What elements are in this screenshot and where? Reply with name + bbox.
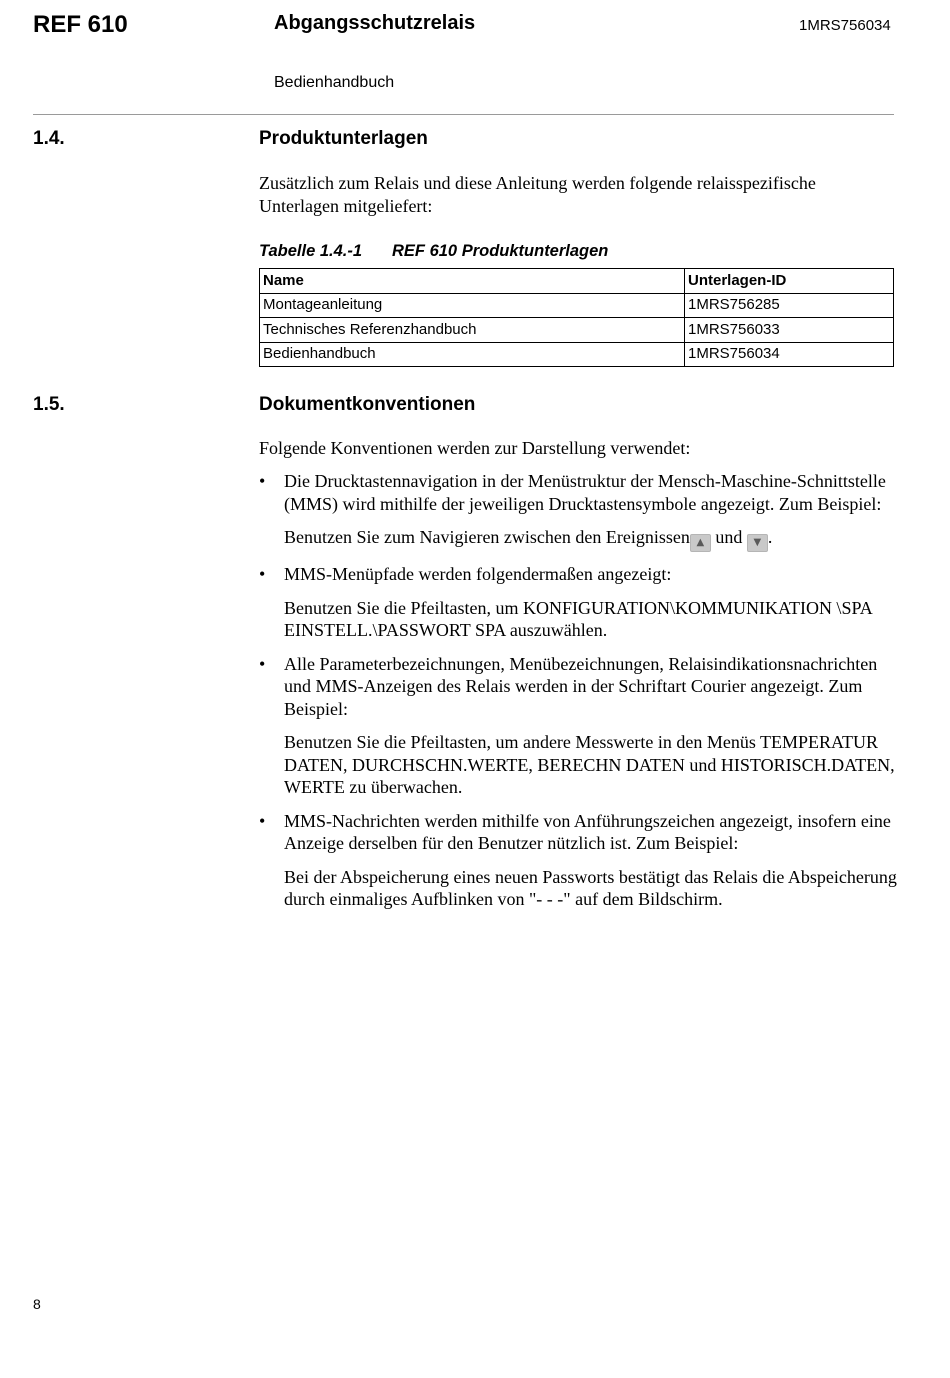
example-text: und <box>710 527 747 547</box>
conventions-list <box>259 470 899 911</box>
section-intro: Zusätzlich zum Relais und diese Anleitung werden folgende relaisspezifische Unterlagen mitgeliefert: <box>259 173 816 216</box>
product-name: REF 610 <box>33 11 128 38</box>
list-item-example: Benutzen Sie die Pfeiltasten, um KONFIGURATION\KOMMUNIKATION \SPA EINSTELL.\PASSWORT SPA auszuwählen. <box>284 597 872 640</box>
list-item <box>259 653 899 799</box>
example-text: . <box>767 527 773 547</box>
list-item <box>259 810 899 911</box>
list-item-text: MMS-Nachrichten werden mithilfe von Anführungszeichen angezeigt, insofern eine Anzeige derselben für den Benutzer nützlich ist. Zum Beispiel: <box>284 810 891 853</box>
list-item-example: Benutzen Sie die Pfeiltasten, um andere Messwerte in den Menüs TEMPERATUR DATEN, DURCHSCHN.WERTE, BERECHN DATEN und HISTORISCH.DATEN, WERTE zu überwachen. <box>284 732 895 797</box>
list-item-example <box>284 526 899 552</box>
list-item-text: Alle Parameterbezeichnungen, Menübezeichnungen, Relaisindikationsnachrichten und MMS-Anzeigen des Relais werden in der Schriftart Courier angezeigt. Zum Beispiel: <box>284 653 878 719</box>
document-id: 1MRS756034 <box>799 17 891 34</box>
table-cell: Montageanleitung <box>260 293 685 318</box>
header-divider <box>33 114 894 115</box>
table-row <box>260 318 894 343</box>
section-number: 1.5. <box>33 394 65 415</box>
list-item-text: MMS-Menüpfade werden folgendermaßen angezeigt: <box>284 564 672 584</box>
document-subtitle: Bedienhandbuch <box>274 74 395 91</box>
table-row <box>260 293 894 318</box>
documents-table <box>259 268 894 367</box>
list-item-text: Die Drucktastennavigation in der Menüstruktur der Mensch-Maschine-Schnittstelle (MMS) wird mithilfe der jeweiligen Drucktastensymbole angezeigt. Zum Beispiel: <box>284 471 886 514</box>
arrow-down-key-icon: ▼ <box>747 534 768 552</box>
table-cell: 1MRS756285 <box>685 293 894 318</box>
list-item <box>259 563 899 642</box>
table-row <box>260 342 894 367</box>
table-cell: Bedienhandbuch <box>260 342 685 367</box>
bullet-icon: • <box>259 653 266 674</box>
table-caption-number: Tabelle 1.4.-1 <box>259 242 363 260</box>
bullet-icon: • <box>259 564 266 584</box>
example-text: Benutzen Sie zum Navigieren zwischen den Ereignissen <box>284 527 690 547</box>
list-item <box>259 470 899 552</box>
page-number: 8 <box>33 1296 41 1312</box>
section-intro: Folgende Konventionen werden zur Darstellung verwendet: <box>259 438 691 458</box>
arrow-up-key-icon: ▲ <box>690 534 711 552</box>
list-item-example: Bei der Abspeicherung eines neuen Passworts bestätigt das Relais die Abspeicherung durch einmaliges Aufblinken von "- - -" auf dem Bildschirm. <box>284 866 897 909</box>
table-header-cell: Name <box>260 269 685 294</box>
table-header-row <box>260 269 894 294</box>
table-caption-title: REF 610 Produktunterlagen <box>392 242 609 260</box>
table-cell: 1MRS756033 <box>685 318 894 343</box>
table-cell: Technisches Referenzhandbuch <box>260 318 685 343</box>
section-title: Dokumentkonventionen <box>259 394 476 415</box>
bullet-icon: • <box>259 471 266 491</box>
document-title: Abgangsschutzrelais <box>274 12 476 34</box>
bullet-icon: • <box>259 810 266 831</box>
table-caption <box>259 242 608 261</box>
section-number: 1.4. <box>33 128 65 149</box>
table-cell: 1MRS756034 <box>685 342 894 367</box>
table-header-cell: Unterlagen-ID <box>685 269 894 294</box>
section-title: Produktunterlagen <box>259 128 428 149</box>
